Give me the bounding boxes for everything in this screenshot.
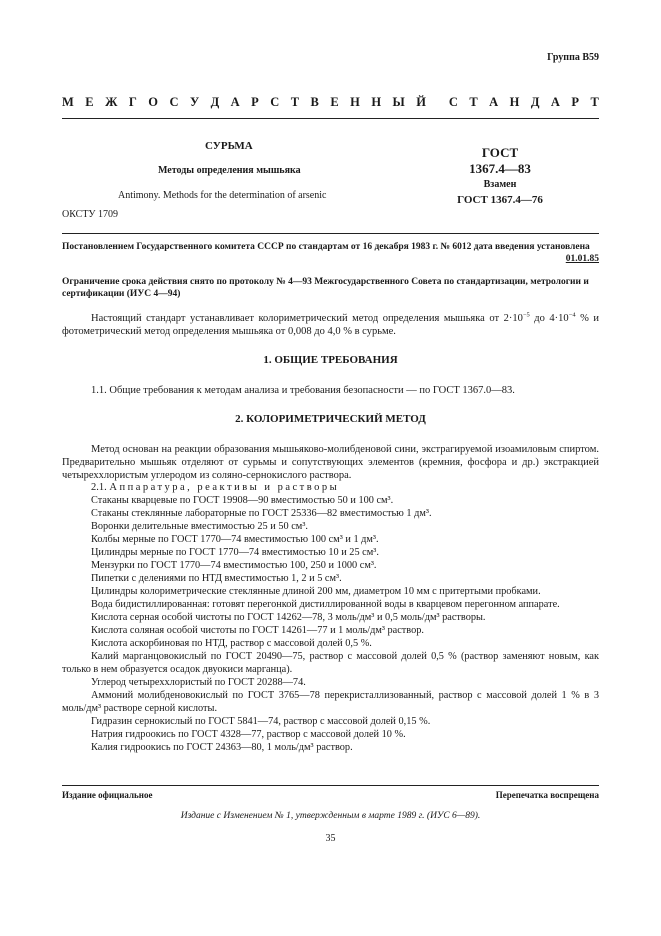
- title-letter: Е: [85, 95, 94, 109]
- reagent-item: Калия гидроокись по ГОСТ 24363—80, 1 моль/дм³ раствор.: [91, 742, 353, 753]
- document-subtitle-ru: Методы определения мышьяка: [158, 165, 301, 176]
- section-2-text: Метод основан на реакции образования мышьяково-молибденовой сини, экстрагируемой изоамиловым спиртом. Предварительно мышьяк отделяют от сурьмы и сопутствующих элементов (кремния, фосфора и др.) экстракцией четыреххлористым углеродом из соляно-сернокислого раствора.: [62, 444, 599, 481]
- title-letter: Т: [590, 95, 599, 109]
- title-letter: Г: [128, 95, 137, 109]
- section-1-text: 1.1. Общие требования к методам анализа и требования безопасности — по ГОСТ 1367.0—83.: [91, 385, 515, 396]
- document-title-ru: СУРЬМА: [205, 140, 253, 152]
- title-underline: [62, 118, 599, 119]
- edition-note: Издание с Изменением № 1, утвержденным в марте 1989 г. (ИУС 6—89).: [180, 811, 481, 821]
- section-2-heading: 2. КОЛОРИМЕТРИЧЕСКИЙ МЕТОД: [235, 413, 426, 425]
- page-number: 35: [325, 833, 336, 844]
- title-letter: Н: [509, 95, 520, 109]
- gost-label: ГОСТ: [481, 145, 519, 160]
- gost-number: 1367.4—83: [469, 161, 531, 176]
- reagent-item: Вода бидистиллированная: готовят перегонкой дистиллированной воды в кварцевом перегонном аппарате.: [91, 599, 560, 610]
- reagent-item: Пипетки с делениями по НТД вместимостью 1, 2 и 5 см³.: [91, 573, 342, 584]
- title-letter: А: [489, 95, 499, 109]
- title-letter: Д: [530, 95, 540, 109]
- decree-note: [62, 241, 599, 264]
- title-letter: С: [270, 95, 280, 109]
- reagent-item: Мензурки по ГОСТ 1770—74 вместимостью 100, 250 и 1000 см³.: [91, 560, 377, 571]
- reagent-item: Натрия гидроокись по ГОСТ 4328—77, раствор с массовой долей 10 %.: [91, 729, 406, 740]
- title-letter: У: [189, 95, 200, 109]
- title-letter: А: [230, 95, 240, 109]
- title-letter: В: [310, 95, 319, 109]
- subsection-title: Аппаратура, реактивы и растворы: [109, 482, 340, 493]
- title-letter: М: [62, 95, 74, 109]
- title-letter: Т: [469, 95, 478, 109]
- subsection-2-1: [62, 481, 599, 494]
- okstu-code: ОКСТУ 1709: [62, 209, 119, 220]
- document-title-en: Antimony. Methods for the determination of arsenic: [118, 190, 327, 201]
- standard-title: [62, 95, 599, 110]
- reagents-list: [62, 494, 599, 754]
- reagent-item: Воронки делительные вместимостью 25 и 50 см³.: [91, 521, 308, 532]
- group-code: Группа В59: [547, 52, 599, 63]
- gost-designation: [440, 145, 560, 206]
- title-letter: О: [148, 95, 159, 109]
- reagent-item: Углерод четыреххлористый по ГОСТ 20288—74.: [91, 677, 306, 688]
- subsection-number: 2.1.: [91, 482, 107, 493]
- reagent-item: Цилиндры колориметрические стеклянные длиной 200 мм, диаметром 10 мм с притертыми пробками.: [91, 586, 541, 597]
- section-1-heading: 1. ОБЩИЕ ТРЕБОВАНИЯ: [263, 354, 398, 366]
- title-letter: Р: [571, 95, 580, 109]
- reagent-item: Кислота соляная особой чистоты по ГОСТ 14261—77 и 1 моль/дм³ раствор.: [91, 625, 424, 636]
- replaces-gost: ГОСТ 1367.4—76: [457, 194, 543, 206]
- reprint-prohibited-label: Перепечатка воспрещена: [495, 790, 599, 800]
- reagent-item: Стаканы кварцевые по ГОСТ 19908—90 вместимостью 50 и 100 см³.: [91, 495, 394, 506]
- title-letter: Й: [416, 95, 426, 109]
- reagent-item: Кислота серная особой чистоты по ГОСТ 14262—78, 3 моль/дм³ и 0,5 моль/дм³ растворы.: [91, 612, 486, 623]
- title-letter: Р: [251, 95, 259, 109]
- reagent-item: Кислота аскорбиновая по НТД, раствор с массовой долей 0,5 %.: [91, 638, 372, 649]
- replaces-label: Взамен: [483, 179, 517, 190]
- intro-paragraph: Настоящий стандарт устанавливает колориметрический метод определения мышьяка от $2\cdot 10^{-5}$ до $4\cdot 10^{-4}$ % и фотометрический метод определения мышьяка от 0,008 до 4,0 % в сурьме.: [62, 311, 599, 337]
- header-divider: [62, 233, 599, 234]
- title-letter: Ж: [105, 95, 118, 109]
- reagent-item: Калий марганцовокислый по ГОСТ 20490—75, раствор с массовой долей 0,5 % (раствор заменяют новым, как только в нем образуется осадок двуокиси марганца).: [62, 651, 599, 675]
- title-letter: Н: [350, 95, 360, 109]
- reagent-item: Цилиндры мерные по ГОСТ 1770—74 вместимостью 10 и 25 см³.: [91, 547, 379, 558]
- title-letter: Е: [330, 95, 339, 109]
- title-letter: С: [169, 95, 179, 109]
- title-letter: Н: [371, 95, 382, 109]
- title-letter: Ы: [392, 95, 405, 109]
- limit-note: Ограничение срока действия снято по протоколу № 4—93 Межгосударственного Совета по стандартизации, метрологии и сертификации (ИУС 4—94): [62, 277, 589, 299]
- reagent-item: Гидразин сернокислый по ГОСТ 5841—74, раствор с массовой долей 0,15 %.: [91, 716, 431, 727]
- reagent-item: Аммоний молибденовокислый по ГОСТ 3765—78 перекристаллизованный, раствор с массовой долей 1 % в 3 моль/дм³ растворе серной кислоты.: [62, 690, 599, 714]
- official-edition-label: Издание официальное: [62, 790, 153, 800]
- reagent-item: Стаканы стеклянные лабораторные по ГОСТ 25336—82 вместимостью 1 дм³.: [91, 508, 432, 519]
- title-letter: Д: [210, 95, 220, 109]
- title-letter: С: [448, 95, 458, 109]
- decree-text: Постановлением Государственного комитета СССР по стандартам от 16 декабря 1983 г. № 6012 дата введения установлена: [62, 242, 590, 252]
- reagent-item: Колбы мерные по ГОСТ 1770—74 вместимостью 100 см³ и 1 дм³.: [91, 534, 379, 545]
- introduction-date: 01.01.85: [565, 254, 599, 264]
- title-letter: Т: [290, 95, 300, 109]
- footer-divider: [62, 785, 599, 786]
- title-letter: А: [550, 95, 560, 109]
